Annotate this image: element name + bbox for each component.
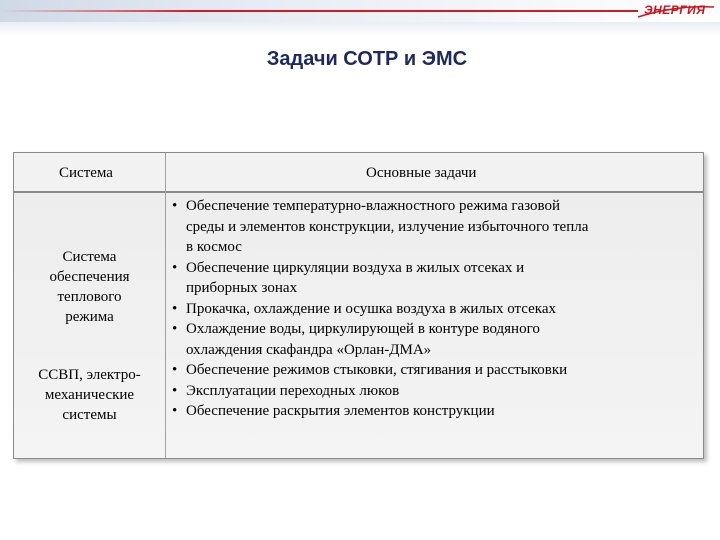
task-line: охлаждения скафандра «Орлан-ДМА» — [186, 341, 432, 358]
header-red-line — [0, 10, 638, 12]
system-line: Система — [62, 249, 117, 265]
system-electromechanical — [14, 365, 165, 425]
task-line: • Обеспечение температурно-влажностного режима газовой — [186, 198, 561, 214]
task-line: • Эксплуатации переходных люков — [186, 382, 400, 399]
list-item — [169, 319, 701, 360]
task-line: в космос — [186, 239, 242, 255]
task-line: • Обеспечение циркуляции воздуха в жилых отсеках и — [186, 259, 525, 276]
list-item — [169, 360, 701, 381]
task-line: • Прокачка, охлаждение и осушка воздуха в жилых отсеках — [186, 300, 556, 317]
system-line: механические — [44, 387, 135, 403]
task-line: • Обеспечение режимов стыковки, стягивания и расстыковки — [186, 362, 568, 378]
tasks-table — [13, 152, 704, 459]
list-item — [169, 401, 701, 422]
system-line: ССВП, электро- — [38, 367, 141, 383]
list-item — [169, 381, 701, 402]
list-item — [169, 258, 701, 299]
list-item — [169, 196, 701, 258]
slide-title: Задачи СОТР и ЭМС — [266, 48, 468, 70]
column-divider — [165, 153, 166, 458]
energia-logo — [636, 1, 716, 21]
col-header-tasks: Основные задачи — [366, 165, 477, 181]
system-thermal — [14, 247, 165, 327]
list-item — [169, 299, 701, 320]
system-line: теплового — [57, 289, 122, 305]
system-line: обеспечения — [49, 269, 130, 285]
system-line: режима — [65, 309, 114, 325]
logo-text: ЭНЕРГИЯ — [644, 3, 706, 17]
task-line: • Обеспечение раскрытия элементов конструкции — [186, 403, 495, 419]
task-line: приборных зонах — [186, 280, 298, 296]
system-line: системы — [62, 407, 117, 423]
table-header — [14, 153, 703, 193]
task-line: • Охлаждение воды, циркулирующей в контуре водяного — [186, 321, 540, 337]
task-line: среды и элементов конструкции, излучение избыточного тепла — [186, 218, 589, 235]
col-header-system: Система — [59, 165, 113, 181]
task-list — [169, 196, 701, 422]
